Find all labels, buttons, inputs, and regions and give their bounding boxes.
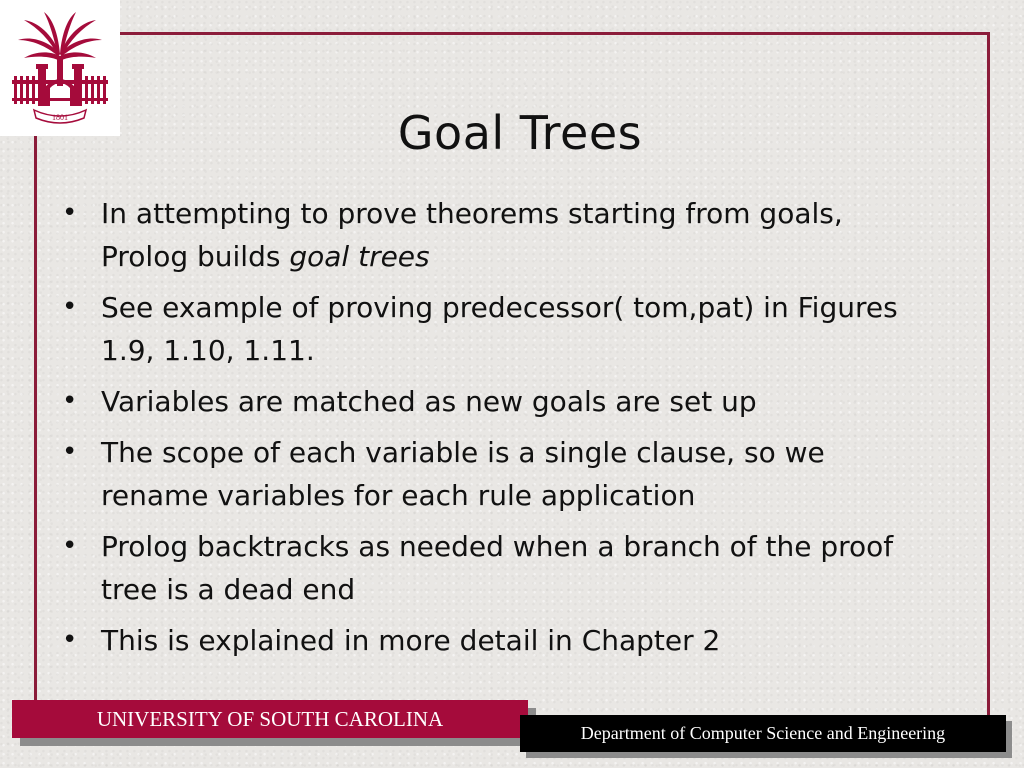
bullet-item xyxy=(58,619,938,662)
bullet-item xyxy=(58,192,938,278)
footer-university-banner xyxy=(12,700,528,738)
bullet-item xyxy=(58,380,938,423)
bullet-text: This is explained in more detail in Chapter 2 xyxy=(101,624,721,657)
logo-year: 1801 xyxy=(52,113,68,122)
bullet-text: Variables are matched as new goals are set up xyxy=(101,385,757,418)
bullet-icon: • xyxy=(62,531,78,561)
bullet-item xyxy=(58,431,938,517)
bullet-text: The scope of each variable is a single clause, so we rename variables for each rule application xyxy=(101,436,825,512)
bullet-icon: • xyxy=(62,292,78,322)
slide-title: Goal Trees xyxy=(397,106,643,160)
bullet-emphasis: goal trees xyxy=(289,240,430,273)
bullet-text: In attempting to prove theorems starting from goals, Prolog builds xyxy=(101,197,843,273)
bullet-icon: • xyxy=(62,437,78,467)
footer-department-banner xyxy=(520,715,1006,752)
bullet-item xyxy=(58,525,938,611)
bullet-icon: • xyxy=(62,198,78,228)
bullet-item xyxy=(58,286,938,372)
palmetto-tree-logo-icon xyxy=(8,10,112,126)
footer-department-label: Department of Computer Science and Engineering xyxy=(580,723,946,743)
bullet-list xyxy=(58,192,938,670)
footer-university-label: UNIVERSITY OF SOUTH CAROLINA xyxy=(96,706,444,731)
bullet-icon: • xyxy=(62,386,78,416)
university-logo xyxy=(0,0,120,136)
bullet-text: Prolog backtracks as needed when a branch of the proof tree is a dead end xyxy=(101,530,894,606)
bullet-icon: • xyxy=(62,625,78,655)
bullet-text: See example of proving predecessor( tom,pat) in Figures 1.9, 1.10, 1.11. xyxy=(101,291,898,367)
